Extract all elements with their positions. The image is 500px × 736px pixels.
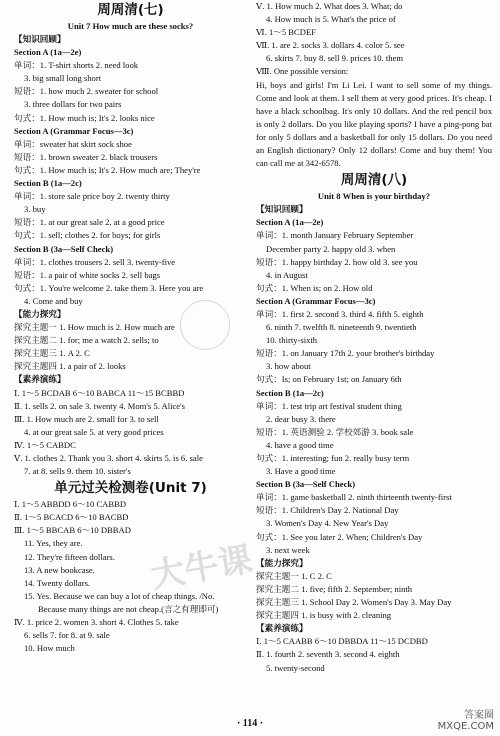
answer-line: 5. twenty-second (266, 662, 325, 673)
answer-line: 单词：1. first 2. second 3. third 4. fifth 5. eighth (256, 308, 424, 319)
unit-heading: Unit 8 When is your birthday? (317, 191, 431, 202)
right-column (256, 0, 492, 675)
answer-line: 短语：1. at our great sale 2. at a good price (14, 217, 165, 228)
answer-line: 3. buy (24, 204, 46, 215)
answer-line: 探究主题一 1. How much is 2. How much are (14, 322, 175, 333)
answer-line: 4. How much is 5. What's the price of (266, 14, 396, 25)
answer-line: 单词：1. game basketball 2. ninth thirteenth twenty-first (256, 492, 452, 503)
answer-line: 单词：1. store sale price boy 2. twenty thirty (14, 191, 170, 202)
answer-line: 句式：1. sell; clothes 2. for boys; for girls (14, 230, 161, 241)
answer-line: Ⅴ. 1. clothes 2. Thank you 3. short 4. skirts 5. is 6. sale (14, 453, 203, 463)
answer-line: 探究主题四 1. is busy with 2. cleaning (256, 610, 392, 621)
answer-line: Ⅴ. 1. How much 2. What does 3. What; do (256, 1, 403, 11)
section-label: Section A (Grammar Focus—3c) (256, 295, 376, 306)
bracket-heading: 【能力探究】 (256, 557, 308, 568)
answer-line: 4. have a good time (266, 439, 334, 450)
answer-line: 探究主题二 1. for; me a watch 2. sells; to (14, 335, 159, 346)
answer-line: Ⅳ. 1～5 CABDC (14, 439, 76, 450)
section-label: Section A (1a—2e) (256, 217, 324, 228)
answer-line: 单词：1. T-shirt shorts 2. need look (14, 60, 139, 71)
answer-line: 4. Come and buy (24, 295, 83, 306)
answer-line: 6. sells 7. for 8. at 9. sale (24, 630, 110, 641)
answer-line: Ⅶ. 1. are 2. socks 3. dollars 4. color 5. see (256, 40, 405, 51)
answer-line: 句式：1. How much is; It's 2. looks nice (14, 112, 155, 123)
watermark: 大牛课 (147, 539, 256, 597)
section-label: Section A (1a—2e) (14, 47, 82, 58)
answer-line: 探究主题一 1. C 2. C (256, 570, 332, 581)
watermark-seal (180, 300, 230, 350)
answer-line: Ⅰ. 1～5 ABBDD 6～10 CABBD (14, 499, 127, 510)
answer-line: 短语：1. how much 2. sweater for school (14, 86, 159, 97)
answer-line: 6. skirts 7. buy 8. sell 9. prices 10. them (266, 53, 404, 64)
answer-line: Ⅱ. 1. fourth 2. seventh 3. second 4. eighth (256, 649, 400, 660)
answer-line: 探究主题三 1. School Day 2. Women's Day 3. May Day (256, 597, 452, 608)
answer-line: 6. ninth 7. twelfth 8. nineteenth 9. twentieth (266, 322, 417, 333)
answer-line: 短语：1. a pair of white socks 2. sell bags (14, 269, 161, 280)
answer-line: 句式：1. interesting; fun 2. really busy term (256, 453, 410, 463)
answer-line: 短语：1. Children's Day 2. National Day (256, 505, 399, 516)
answer-line: Ⅰ. 1～5 BCDAB 6～10 BABCA 11～15 BCBBD (14, 387, 185, 398)
answer-line: 单词：1. test trip art festival student thing (256, 400, 402, 411)
page-number: · 114 · (236, 718, 264, 729)
answer-line: Ⅵ. 1～5 BCDEF (256, 27, 316, 38)
answer-line: Ⅱ. 1～5 BCACD 6～10 BACBD (14, 512, 129, 523)
answer-line: Ⅷ. One possible version: (256, 66, 349, 77)
answer-line: 短语：1. happy birthday 2. how old 3. see you (256, 256, 418, 267)
section-title: 单元过关检测卷(Unit 7) (54, 480, 207, 497)
answer-line: 探究主题二 1. five; fifth 2. September; ninth (256, 583, 413, 594)
answer-line: Ⅲ. 1～5 BBCAB 6～10 DBBAD (14, 525, 131, 536)
answer-line: 7. at 8. sells 9. them 10. sister's (24, 466, 131, 477)
section-label: Section B (3a—Self Check) (14, 243, 114, 254)
bracket-heading: 【知识回顾】 (256, 204, 308, 215)
section-title: 周周清(七) (97, 2, 164, 18)
answer-line: 探究主题四 1. a pair of 2. looks (14, 361, 126, 372)
answer-line: 句式：1. You're welcome 2. take them 3. Here you are (14, 282, 204, 293)
answer-line: 短语：1. 英语测验 2. 学校郊游 3. book sale (256, 426, 414, 437)
answer-line: December party 2. happy old 3. when (266, 243, 396, 254)
logo-line1: 答案圈 (464, 710, 494, 721)
answer-line: 单词：sweater hat skirt sock shoe (14, 138, 132, 149)
answer-line: 探究主题三 1. A 2. C (14, 348, 90, 359)
answer-line: 13. A new bookcase. (24, 564, 95, 575)
answer-line: 句式：1. See you later 2. When; Children's Day (256, 531, 423, 542)
answer-line: 15. Yes. Because we can buy a lot of cheap things. /No. (24, 590, 215, 601)
unit-heading: Unit 7 How much are these socks? (67, 21, 194, 31)
answer-line: Ⅰ. 1～5 CAABB 6～10 DBBDA 11～15 DCDBD (256, 636, 428, 647)
answer-line: 3. how about (266, 361, 311, 372)
bracket-heading: 【素养演练】 (256, 623, 308, 634)
answer-line: 3. three dollars for two pairs (24, 99, 122, 110)
bracket-heading: 【素养演练】 (14, 374, 66, 385)
answer-line: 10. thirty-sixth (266, 335, 318, 346)
answer-line: 3. big small long short (24, 73, 102, 84)
answer-line: 3. Women's Day 4. New Year's Day (266, 518, 389, 529)
answer-line: Ⅱ. 1. sells 2. on sale 3. twenty 4. Mom's 5. Alice's (14, 400, 186, 411)
answer-line: 4. at our great sale 5. at very good prices (24, 426, 164, 437)
answer-line: 句式：Is; on February 1st; on January 6th (256, 374, 402, 385)
section-label: Section B (1a—2c) (14, 178, 82, 189)
section-label: Section B (1a—2c) (256, 387, 324, 398)
answer-line: 单词：1. clothes trousers 2. sell 3. twenty-five (14, 256, 176, 267)
answer-line: Ⅲ. 1. How much are 2. small for 3. to sell (14, 413, 159, 424)
bracket-heading: 【能力探究】 (14, 308, 66, 319)
answer-line: 句式：1. When is; on 2. How old (256, 282, 373, 293)
answer-line: 3. next week (266, 544, 310, 555)
section-label: Section B (3a—Self Check) (256, 479, 356, 490)
answer-line: 14. Twenty dollars. (24, 577, 91, 588)
bracket-heading: 【知识回顾】 (14, 34, 66, 44)
answer-line: Ⅳ. 1. price 2. women 3. short 4. Clothes 5. take (14, 617, 179, 628)
answer-line: 短语：1. on January 17th 2. your brother's birthday (256, 348, 435, 359)
answer-line: 短语：1. brown sweater 2. black trousers (14, 151, 158, 162)
answer-line: 4. in August (266, 269, 308, 280)
answer-line: 10. How much (24, 643, 75, 654)
site-logo (438, 710, 494, 732)
section-title: 周周清(八) (340, 172, 408, 189)
answer-line: 2. dear busy 3. there (266, 413, 336, 424)
logo-line2: MXQE.COM (437, 721, 494, 732)
answer-line: 12. They're fifteen dollars. (24, 551, 115, 562)
answer-line: 3. Have a good time (266, 466, 336, 477)
answer-line: 11. Yes, they are. (24, 538, 83, 549)
answer-line: Because many things are not cheap.(言之有理即可) (38, 603, 219, 614)
essay-paragraph: Hi, boys and girls! I'm Li Lei. I want to sell some of my things. Come and look at them. I sell them at very good prices. It's cheap. I have a black schoolbag. It's only 10 dollars. And the red pencil box is only 2 dollars. Do you like playing sports? I have a ping-pong bat for only 5 dollars and a basketball for only 15 dollars. Do you need an English dictionary? Only 12 dollars! Come and buy them! You can call me at 342-6578. (256, 79, 492, 169)
answer-line: 单词：1. month January February September (256, 230, 414, 241)
section-label: Section A (Grammar Focus—3c) (14, 125, 134, 136)
answer-line: 句式：1. How much is; It's 2. How much are; They're (14, 164, 201, 175)
